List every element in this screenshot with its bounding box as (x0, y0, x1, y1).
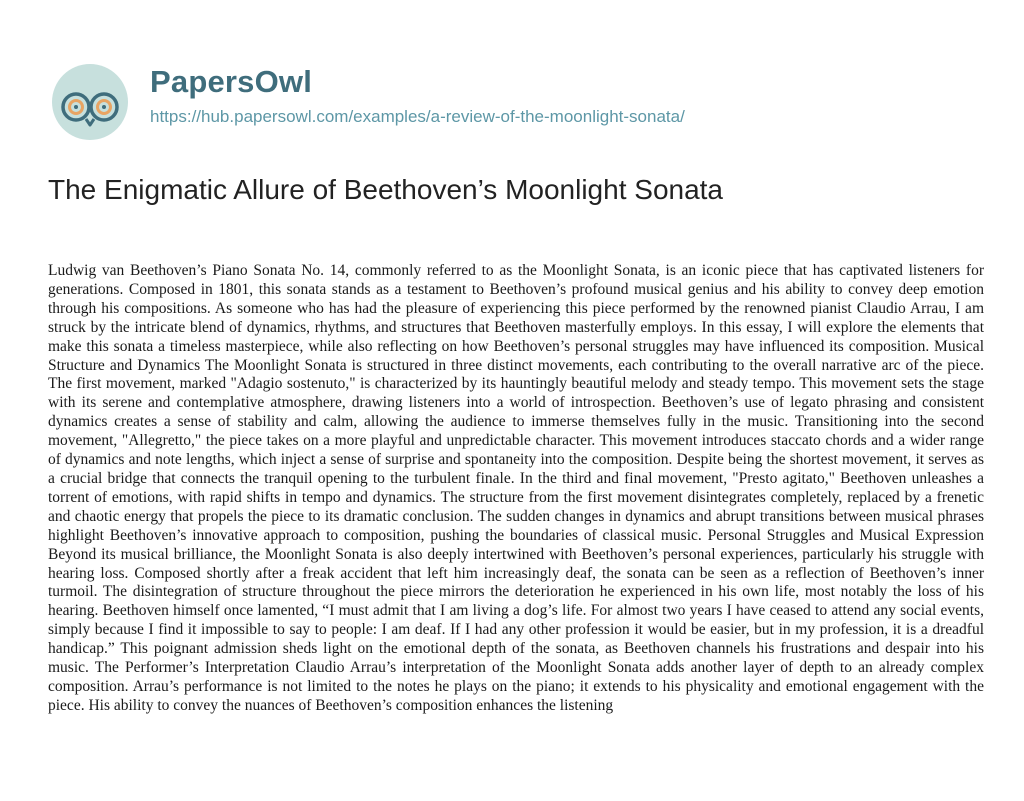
document-body: Ludwig van Beethoven’s Piano Sonata No. 14, commonly referred to as the Moonlight Sonata, is an iconic piece that has captivated listeners for generations. Composed in 1801, this sonata stands as a testament to Beethoven’s profound musical genius and his ability to convey deep emotion through his compositions. As someone who has had the pleasure of experiencing this piece performed by the renowned pianist Claudio Arrau, I am struck by the intricate blend of dynamics, rhythms, and structures that Beethoven masterfully employs. In this essay, I will explore the elements that make this sonata a timeless masterpiece, while also reflecting on how Beethoven’s personal struggles may have influenced its composition. Musical Structure and Dynamics The Moonlight Sonata is structured in three distinct movements, each contributing to the overall narrative arc of the piece. The first movement, marked "Adagio sostenuto," is characterized by its hauntingly beautiful melody and steady tempo. This movement sets the stage with its serene and contemplative atmosphere, drawing listeners into a world of introspection. Beethoven’s use of legato phrasing and consistent dynamics creates a sense of stability and calm, allowing the audience to immerse themselves fully in the music. Transitioning into the second movement, "Allegretto," the piece takes on a more playful and unpredictable character. This movement introduces staccato chords and a wider range of dynamics and note lengths, which inject a sense of surprise and spontaneity into the composition. Despite being the shortest movement, it serves as a crucial bridge that connects the tranquil opening to the turbulent finale. In the third and final movement, "Presto agitato," Beethoven unleashes a torrent of emotions, with rapid shifts in tempo and dynamics. The structure from the first movement disintegrates completely, replaced by a frenetic and chaotic energy that propels the piece to its dramatic conclusion. The sudden changes in dynamics and abrupt transitions between musical phrases highlight Beethoven’s innovative approach to composition, pushing the boundaries of classical music. Personal Struggles and Musical Expression Beyond its musical brilliance, the Moonlight Sonata is also deeply intertwined with Beethoven’s personal experiences, particularly his struggle with hearing loss. Composed shortly after a freak accident that left him increasingly deaf, the sonata can be seen as a reflection of Beethoven’s inner turmoil. The disintegration of structure throughout the piece mirrors the deterioration he experienced in his own life, most notably the loss of his hearing. Beethoven himself once lamented, “I must admit that I am living a dog’s life. For almost two years I have ceased to attend any social events, simply because I find it impossible to say to people: I am deaf. If I had any other profession it would be easier, but in my profession, it is a dreadful handicap.” This poignant admission sheds light on the emotional depth of the sonata, as Beethoven channels his frustrations and despair into his music. The Performer’s Interpretation Claudio Arrau’s interpretation of the Moonlight Sonata adds another layer of depth to an already complex composition. Arrau’s performance is not limited to the notes he plays on the piano; it extends to his physicality and emotional engagement with the piece. His ability to convey the nuances of Beethoven’s composition enhances the listening (48, 262, 984, 714)
page-header (46, 62, 685, 142)
brand-block (150, 62, 685, 128)
document-title: The Enigmatic Allure of Beethoven’s Moonlight Sonata (48, 174, 724, 205)
owl-logo-icon (46, 62, 134, 142)
source-url-link[interactable]: https://hub.papersowl.com/examples/a-review-of-the-moonlight-sonata/ (150, 107, 685, 126)
brand-name: PapersOwl (150, 64, 313, 99)
